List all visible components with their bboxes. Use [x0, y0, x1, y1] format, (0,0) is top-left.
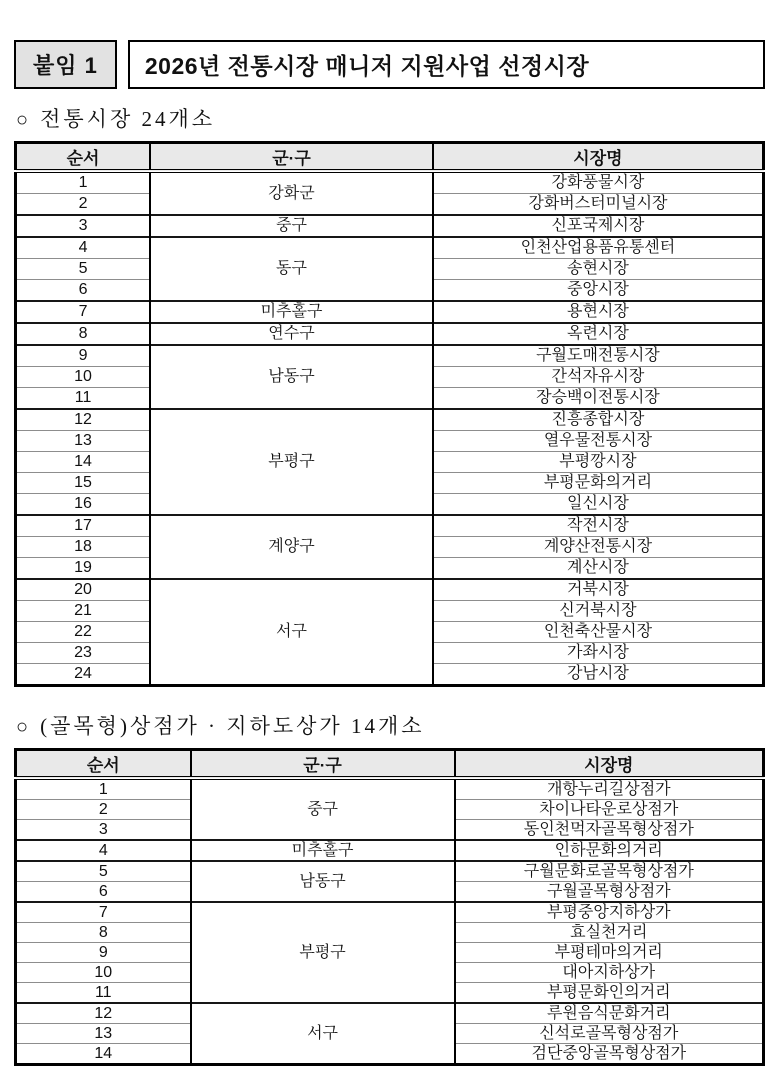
order-cell: 6 [16, 280, 151, 302]
order-cell: 1 [78, 174, 88, 191]
order-cell: 19 [16, 558, 151, 580]
district-cell: 미추홀구 [191, 840, 455, 861]
order-cell: 10 [16, 367, 151, 388]
order-cell: 20 [16, 579, 151, 601]
table-row [16, 301, 764, 323]
order-cell: 9 [16, 943, 191, 963]
market-cell: 루원음식문화거리 [455, 1003, 764, 1024]
district-cell: 계양구 [150, 515, 433, 579]
market-cell: 인천산업용품유통센터 [433, 237, 764, 259]
order-cell: 8 [16, 323, 151, 345]
market-cell: 신포국제시장 [433, 215, 764, 237]
market-cell: 신거북시장 [433, 601, 764, 622]
market-cell: 작전시장 [433, 515, 764, 537]
district-cell: 서구 [191, 1003, 455, 1065]
order-cell: 4 [16, 840, 191, 861]
column-header-order: 순서 [16, 750, 191, 779]
table-row [16, 409, 764, 431]
market-cell: 가좌시장 [433, 643, 764, 664]
market-cell: 거북시장 [433, 579, 764, 601]
district-cell: 부평구 [150, 409, 433, 515]
market-cell: 대아지하상가 [455, 963, 764, 983]
document-header [14, 40, 765, 89]
order-cell: 8 [16, 923, 191, 943]
market-cell: 강화버스터미널시장 [433, 194, 764, 216]
section-heading-traditional-markets [16, 103, 765, 133]
district-cell: 서구 [150, 579, 433, 686]
table-row [16, 902, 764, 923]
market-cell: 차이나타운로상점가 [455, 800, 764, 820]
column-header-market: 시장명 [433, 143, 764, 172]
order-cell: 11 [16, 388, 151, 410]
market-cell: 용현시장 [433, 301, 764, 323]
order-cell: 2 [16, 194, 151, 216]
district-cell: 중구 [191, 778, 455, 840]
district-cell: 강화군 [150, 171, 433, 215]
district-cell: 남동구 [191, 861, 455, 902]
market-cell: 장승백이전통시장 [433, 388, 764, 410]
table-row [16, 215, 764, 237]
market-cell: 옥련시장 [433, 323, 764, 345]
table-row [16, 323, 764, 345]
order-cell: 9 [16, 345, 151, 367]
attachment-badge: 붙임 1 [14, 40, 117, 89]
section-heading-text: (골목형)상점가 · 지하도상가 14개소 [40, 714, 425, 738]
market-cell: 강화풍물시장 [433, 171, 764, 194]
market-cell: 부평테마의거리 [455, 943, 764, 963]
column-header-district: 군·구 [191, 750, 455, 779]
table-header-row [16, 750, 764, 779]
order-cell: 21 [16, 601, 151, 622]
district-cell: 동구 [150, 237, 433, 301]
order-cell: 2 [16, 800, 191, 820]
circle-bullet-icon: ○ [16, 716, 29, 738]
table-row [16, 1003, 764, 1024]
market-cell: 계산시장 [433, 558, 764, 580]
market-cell: 진흥종합시장 [433, 409, 764, 431]
market-cell: 부평깡시장 [433, 452, 764, 473]
market-cell: 부평문화의거리 [433, 473, 764, 494]
order-cell: 5 [16, 259, 151, 280]
market-cell: 열우물전통시장 [433, 431, 764, 452]
order-cell: 18 [16, 537, 151, 558]
order-cell: 11 [16, 983, 191, 1004]
column-header-market: 시장명 [455, 750, 764, 779]
table-body [16, 778, 764, 1065]
market-cell: 강남시장 [433, 664, 764, 686]
order-cell: 17 [16, 515, 151, 537]
table-body [16, 171, 764, 686]
traditional-markets-table [14, 141, 765, 687]
table-row [16, 579, 764, 601]
market-cell: 동인천먹자골목형상점가 [455, 820, 764, 841]
order-cell: 1 [98, 781, 108, 798]
order-cell: 10 [16, 963, 191, 983]
table-row [16, 171, 764, 194]
market-cell: 계양산전통시장 [433, 537, 764, 558]
order-cell: 6 [16, 882, 191, 903]
market-cell: 부평중앙지하상가 [455, 902, 764, 923]
document-title: 2026년 전통시장 매니저 지원사업 선정시장 [128, 40, 765, 89]
district-cell: 미추홀구 [150, 301, 433, 323]
market-cell: 인하문화의거리 [455, 840, 764, 861]
district-cell: 남동구 [150, 345, 433, 409]
table-header-row [16, 143, 764, 172]
shopping-districts-table [14, 748, 765, 1066]
market-cell: 효실천거리 [455, 923, 764, 943]
order-cell: 16 [16, 494, 151, 516]
order-cell: 23 [16, 643, 151, 664]
table-row [16, 840, 764, 861]
market-cell: 구월문화로골목형상점가 [455, 861, 764, 882]
column-header-district: 군·구 [150, 143, 433, 172]
section-heading-shopping-districts [16, 710, 765, 740]
market-cell: 신석로골목형상점가 [455, 1024, 764, 1044]
market-cell: 송현시장 [433, 259, 764, 280]
table-row [16, 861, 764, 882]
order-cell: 12 [16, 1003, 191, 1024]
order-cell: 3 [16, 215, 151, 237]
order-cell: 13 [16, 431, 151, 452]
section-heading-text: 전통시장 24개소 [40, 107, 216, 131]
market-cell: 부평문화인의거리 [455, 983, 764, 1004]
order-cell: 15 [16, 473, 151, 494]
market-cell: 인천축산물시장 [433, 622, 764, 643]
market-cell: 중앙시장 [433, 280, 764, 302]
order-cell: 12 [16, 409, 151, 431]
district-cell: 연수구 [150, 323, 433, 345]
order-cell: 14 [16, 1044, 191, 1065]
column-header-order: 순서 [16, 143, 151, 172]
table-row [16, 515, 764, 537]
market-cell: 간석자유시장 [433, 367, 764, 388]
order-cell: 5 [16, 861, 191, 882]
market-cell: 일신시장 [433, 494, 764, 516]
order-cell: 7 [16, 902, 191, 923]
market-cell: 검단중앙골목형상점가 [455, 1044, 764, 1065]
order-cell: 14 [16, 452, 151, 473]
order-cell: 3 [16, 820, 191, 841]
table-row [16, 345, 764, 367]
market-cell: 구월골목형상점가 [455, 882, 764, 903]
order-cell: 7 [16, 301, 151, 323]
table-row [16, 237, 764, 259]
market-cell: 개항누리길상점가 [455, 778, 764, 800]
order-cell: 24 [16, 664, 151, 686]
order-cell: 4 [16, 237, 151, 259]
market-cell: 구월도매전통시장 [433, 345, 764, 367]
order-cell: 22 [16, 622, 151, 643]
circle-bullet-icon: ○ [16, 109, 29, 131]
district-cell: 중구 [150, 215, 433, 237]
table-row [16, 778, 764, 800]
order-cell: 13 [16, 1024, 191, 1044]
district-cell: 부평구 [191, 902, 455, 1003]
